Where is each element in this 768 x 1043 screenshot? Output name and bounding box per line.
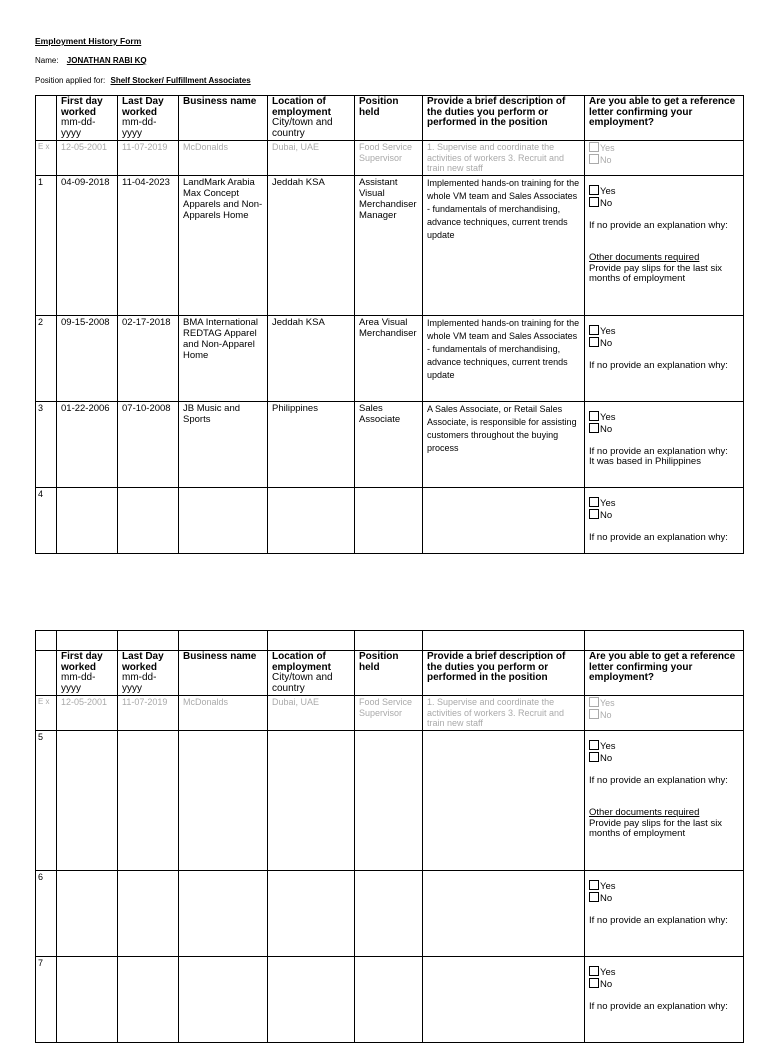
row-number: 1 (36, 175, 57, 315)
explanation-prompt: If no provide an explanation why: (589, 914, 728, 926)
pay-slips-note: Provide pay slips for the last six months of employment (589, 262, 723, 284)
yes-checkbox[interactable] (589, 411, 599, 421)
location-cell[interactable]: Philippines (268, 401, 355, 487)
yes-checkbox[interactable] (589, 697, 599, 707)
location-cell[interactable] (268, 487, 355, 553)
business-name-cell[interactable]: JB Music and Sports (179, 401, 268, 487)
yes-checkbox[interactable] (589, 966, 599, 976)
example-duties: 1. Supervise and coordinate the activities of workers 3. Recruit and train new staff (423, 141, 585, 176)
reference-yes-option[interactable] (589, 142, 739, 154)
first-day-cell[interactable] (57, 956, 118, 1042)
header-business (179, 651, 268, 696)
name-line (35, 56, 147, 65)
example-business: McDonalds (179, 696, 268, 731)
example-business: McDonalds (179, 141, 268, 176)
position-cell[interactable]: Area Visual Merchandiser (355, 315, 423, 401)
table-top-row (36, 631, 744, 651)
no-label: No (600, 198, 613, 209)
business-name-cell[interactable] (179, 870, 268, 956)
reference-yes-option[interactable] (589, 185, 739, 198)
row-number: 7 (36, 956, 57, 1042)
example-last-day: 11-07-2019 (118, 696, 179, 731)
yes-checkbox[interactable] (589, 880, 599, 890)
row-number: 3 (36, 401, 57, 487)
reference-no-option[interactable] (589, 197, 739, 210)
position-cell[interactable] (355, 730, 423, 870)
example-num: E x (36, 696, 57, 731)
reference-cell (585, 730, 744, 870)
example-num: E x (36, 141, 57, 176)
reference-yes-option[interactable] (589, 880, 739, 893)
header-reference (585, 96, 744, 141)
reference-no-option[interactable] (589, 337, 739, 350)
position-line (35, 76, 251, 85)
yes-label: Yes (600, 497, 616, 509)
position-cell[interactable] (355, 870, 423, 956)
header-last-day-label: Last Day worked (122, 651, 164, 673)
header-location (268, 96, 355, 141)
explanation-prompt: If no provide an explanation why: (589, 359, 728, 371)
header-reference (585, 651, 744, 696)
no-checkbox[interactable] (589, 752, 599, 762)
last-day-cell[interactable] (118, 956, 179, 1042)
header-duties-label: Provide a brief description of the duties you perform or performed in the position (427, 651, 566, 683)
header-duties (423, 651, 585, 696)
explanation-prompt: If no provide an explanation why: (589, 774, 728, 786)
explanation-prompt: If no provide an explanation why: (589, 445, 728, 457)
no-checkbox[interactable] (589, 892, 599, 902)
yes-label: Yes (600, 411, 616, 423)
reference-no-option[interactable] (589, 752, 739, 765)
reference-yes-option[interactable] (589, 740, 739, 753)
reference-cell (585, 315, 744, 401)
table-row (36, 870, 744, 956)
header-position-label: Position held (359, 651, 399, 673)
no-checkbox[interactable] (589, 709, 599, 719)
position-label: Position applied for: (35, 76, 106, 85)
example-first-day: 12-05-2001 (57, 141, 118, 176)
header-business-label: Business name (183, 651, 257, 662)
example-reference (585, 141, 744, 176)
business-name-cell[interactable]: LandMark Arabia Max Concept Apparels and Non-Apparels Home (179, 175, 268, 315)
header-first-day (57, 651, 118, 696)
yes-label: Yes (600, 880, 616, 892)
example-duties: 1. Supervise and coordinate the activities of workers 3. Recruit and train new staff (423, 696, 585, 731)
reference-no-option[interactable] (589, 423, 739, 436)
header-business (179, 96, 268, 141)
header-row (36, 96, 744, 141)
no-checkbox[interactable] (589, 154, 599, 164)
position-cell[interactable]: Assistant Visual Merchandiser Manager (355, 175, 423, 315)
header-last-day-label: Last Day worked (122, 96, 164, 118)
table-row (36, 315, 744, 401)
yes-label: Yes (600, 143, 615, 153)
empty-cell (57, 631, 118, 651)
header-first-day-label: First day worked (61, 96, 103, 118)
header-location (268, 651, 355, 696)
form-title: Employment History Form (35, 36, 142, 46)
employment-table-1 (35, 95, 744, 554)
header-business-label: Business name (183, 96, 257, 107)
yes-label: Yes (600, 966, 616, 978)
yes-label: Yes (600, 325, 616, 337)
header-first-day-sub: mm-dd-yyyy (61, 672, 96, 694)
reference-no-option[interactable] (589, 709, 739, 721)
example-location: Dubai, UAE (268, 696, 355, 731)
reference-no-option[interactable] (589, 154, 739, 166)
header-location-label: Location of employment (272, 96, 331, 118)
no-label: No (600, 424, 613, 435)
reference-cell (585, 401, 744, 487)
header-num (36, 96, 57, 141)
last-day-cell[interactable] (118, 487, 179, 553)
no-checkbox[interactable] (589, 978, 599, 988)
yes-label: Yes (600, 185, 616, 197)
explanation-prompt: If no provide an explanation why: (589, 1000, 728, 1012)
header-position (355, 651, 423, 696)
last-day-cell[interactable]: 07-10-2008 (118, 401, 179, 487)
no-label: No (600, 893, 613, 904)
reference-yes-option[interactable] (589, 697, 739, 709)
header-last-day-sub: mm-dd-yyyy (122, 672, 157, 694)
example-first-day: 12-05-2001 (57, 696, 118, 731)
empty-cell (585, 631, 744, 651)
business-name-cell[interactable] (179, 730, 268, 870)
no-checkbox[interactable] (589, 337, 599, 347)
yes-checkbox[interactable] (589, 325, 599, 335)
header-num (36, 651, 57, 696)
reference-yes-option[interactable] (589, 966, 739, 979)
duties-cell[interactable] (423, 487, 585, 553)
explanation-prompt: If no provide an explanation why: (589, 531, 728, 543)
duties-cell[interactable]: Implemented hands-on training for the whole VM team and Sales Associates - fundamentals of merchandising, advance techniques, current trends update (423, 175, 585, 315)
first-day-cell[interactable] (57, 487, 118, 553)
row-number: 6 (36, 870, 57, 956)
duties-cell[interactable] (423, 956, 585, 1042)
example-row (36, 696, 744, 731)
example-row (36, 141, 744, 176)
position-cell[interactable] (355, 956, 423, 1042)
duties-cell[interactable]: A Sales Associate, or Retail Sales Associate, is responsible for assisting customers throughout the buying process (423, 401, 585, 487)
header-last-day-sub: mm-dd-yyyy (122, 117, 157, 139)
reference-cell (585, 175, 744, 315)
reference-cell (585, 487, 744, 553)
location-cell[interactable] (268, 956, 355, 1042)
row-number: 5 (36, 730, 57, 870)
location-cell[interactable] (268, 730, 355, 870)
duties-cell[interactable] (423, 730, 585, 870)
header-location-label: Location of employment (272, 651, 331, 673)
position-value[interactable]: Shelf Stocker/ Fulfillment Associates (110, 76, 251, 85)
reference-yes-option[interactable] (589, 325, 739, 338)
reference-cell (585, 870, 744, 956)
first-day-cell[interactable] (57, 730, 118, 870)
yes-checkbox[interactable] (589, 185, 599, 195)
location-cell[interactable] (268, 870, 355, 956)
explanation-prompt: If no provide an explanation why: (589, 219, 728, 231)
header-position (355, 96, 423, 141)
duties-cell[interactable] (423, 870, 585, 956)
explanation-value[interactable]: It was based in Philippines (589, 456, 701, 467)
business-name-cell[interactable] (179, 487, 268, 553)
business-name-cell[interactable] (179, 956, 268, 1042)
header-row (36, 651, 744, 696)
table-row (36, 401, 744, 487)
first-day-cell[interactable]: 01-22-2006 (57, 401, 118, 487)
no-label: No (600, 338, 613, 349)
header-first-day (57, 96, 118, 141)
position-cell[interactable]: Sales Associate (355, 401, 423, 487)
last-day-cell[interactable]: 11-04-2023 (118, 175, 179, 315)
reference-yes-option[interactable] (589, 411, 739, 424)
header-first-day-label: First day worked (61, 651, 103, 673)
reference-no-option[interactable] (589, 509, 739, 522)
other-documents-heading: Other documents required (589, 807, 700, 818)
table-row (36, 175, 744, 315)
example-last-day: 11-07-2019 (118, 141, 179, 176)
header-reference-label: Are you able to get a reference letter confirming your employment? (589, 651, 736, 683)
row-number: 2 (36, 315, 57, 401)
example-location: Dubai, UAE (268, 141, 355, 176)
header-position-label: Position held (359, 96, 399, 118)
yes-checkbox[interactable] (589, 740, 599, 750)
header-reference-label: Are you able to get a reference letter confirming your employment? (589, 96, 736, 128)
pay-slips-note: Provide pay slips for the last six months of employment (589, 817, 723, 839)
no-label: No (600, 709, 612, 720)
yes-label: Yes (600, 698, 615, 708)
reference-cell (585, 956, 744, 1042)
no-label: No (600, 510, 613, 521)
header-duties (423, 96, 585, 141)
header-duties-label: Provide a brief description of the duties you perform or performed in the position (427, 96, 566, 128)
duties-cell[interactable]: Implemented hands-on training for the whole VM team and Sales Associates - fundamentals of merchandising, advance techniques, current trends update (423, 315, 585, 401)
table-row (36, 730, 744, 870)
last-day-cell[interactable] (118, 870, 179, 956)
empty-cell (268, 631, 355, 651)
header-first-day-sub: mm-dd-yyyy (61, 117, 96, 139)
empty-cell (118, 631, 179, 651)
location-cell[interactable]: Jeddah KSA (268, 175, 355, 315)
yes-label: Yes (600, 740, 616, 752)
empty-cell (36, 631, 57, 651)
reference-yes-option[interactable] (589, 497, 739, 510)
yes-checkbox[interactable] (589, 497, 599, 507)
header-last-day (118, 651, 179, 696)
example-position: Food Service Supervisor (355, 141, 423, 176)
table-row (36, 956, 744, 1042)
yes-checkbox[interactable] (589, 142, 599, 152)
no-label: No (600, 753, 613, 764)
no-checkbox[interactable] (589, 423, 599, 433)
empty-cell (179, 631, 268, 651)
header-last-day (118, 96, 179, 141)
location-cell[interactable]: Jeddah KSA (268, 315, 355, 401)
employment-table-2 (35, 630, 744, 1043)
name-label: Name: (35, 56, 59, 65)
no-label: No (600, 154, 612, 165)
last-day-cell[interactable] (118, 730, 179, 870)
row-number: 4 (36, 487, 57, 553)
first-day-cell[interactable] (57, 870, 118, 956)
no-checkbox[interactable] (589, 197, 599, 207)
position-cell[interactable] (355, 487, 423, 553)
business-name-cell[interactable]: BMA International REDTAG Apparel and Non-Apparel Home (179, 315, 268, 401)
header-location-sub: City/town and country (272, 117, 333, 139)
other-documents-heading: Other documents required (589, 252, 700, 263)
header-location-sub: City/town and country (272, 672, 333, 694)
example-position: Food Service Supervisor (355, 696, 423, 731)
table-row (36, 487, 744, 553)
reference-no-option[interactable] (589, 892, 739, 905)
no-checkbox[interactable] (589, 509, 599, 519)
empty-cell (355, 631, 423, 651)
last-day-cell[interactable]: 02-17-2018 (118, 315, 179, 401)
first-day-cell[interactable]: 04-09-2018 (57, 175, 118, 315)
example-reference (585, 696, 744, 731)
first-day-cell[interactable]: 09-15-2008 (57, 315, 118, 401)
name-value[interactable]: JONATHAN RABI KQ (66, 56, 147, 65)
reference-no-option[interactable] (589, 978, 739, 991)
no-label: No (600, 979, 613, 990)
empty-cell (423, 631, 585, 651)
